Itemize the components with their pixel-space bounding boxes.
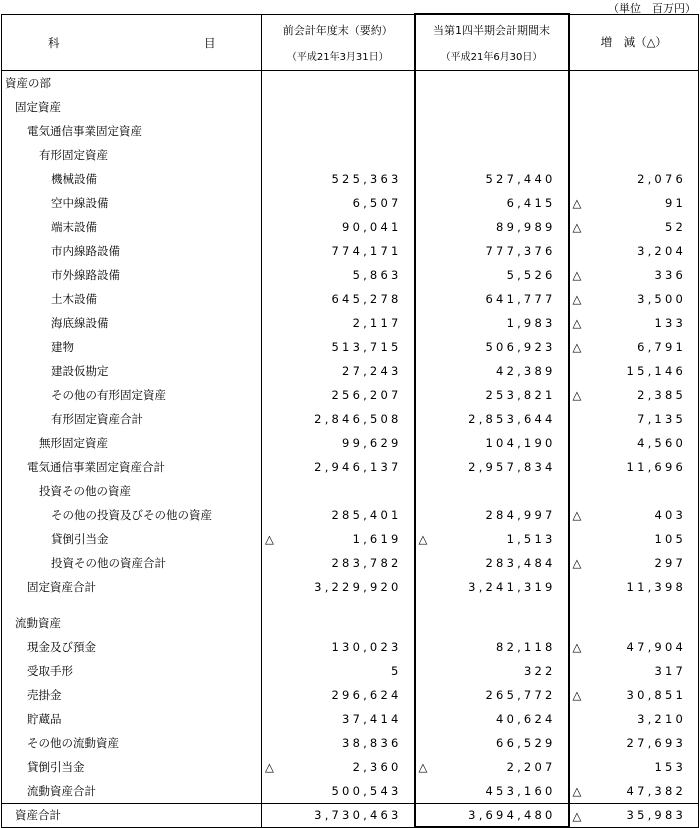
- header-account-char2: 目: [204, 35, 216, 50]
- difference-value: [569, 707, 699, 731]
- amount: 11,398: [626, 580, 686, 594]
- amount: 3,730,463: [314, 808, 402, 823]
- table-row: [2, 335, 699, 359]
- amount: 2,853,644: [468, 412, 556, 426]
- negative-mark: △: [572, 640, 582, 654]
- previous-value: [262, 551, 415, 575]
- row-label: 空中線設備: [2, 191, 262, 215]
- table-row: [2, 551, 699, 575]
- amount: 11,696: [626, 460, 686, 474]
- table-row: [2, 635, 699, 659]
- table-row: [2, 611, 699, 635]
- amount: 40,624: [496, 712, 556, 726]
- amount: 2,385: [637, 388, 686, 402]
- row-label: 市外線路設備: [2, 263, 262, 287]
- negative-mark: △: [572, 292, 582, 306]
- table-row: [2, 731, 699, 755]
- table-row: [2, 407, 699, 431]
- negative-mark: △: [265, 532, 274, 546]
- table-row: [2, 779, 699, 804]
- current-value: [415, 167, 569, 191]
- current-value: [415, 95, 569, 119]
- current-value: [415, 551, 569, 575]
- amount: 2,207: [506, 760, 556, 774]
- difference-value: [569, 779, 699, 804]
- amount: 317: [654, 664, 686, 678]
- amount: 527,440: [485, 172, 556, 186]
- negative-mark: △: [265, 760, 274, 774]
- previous-value: [262, 479, 415, 503]
- amount: 47,382: [626, 784, 686, 798]
- current-value: [415, 239, 569, 263]
- difference-value: [569, 335, 699, 359]
- difference-value: [569, 683, 699, 707]
- table-row: [2, 143, 699, 167]
- amount: 6,507: [352, 196, 402, 210]
- amount: 2,946,137: [314, 460, 402, 474]
- difference-value: [569, 635, 699, 659]
- amount: 15,146: [626, 364, 686, 378]
- amount: 3,241,319: [468, 580, 556, 594]
- amount: 6,415: [506, 196, 556, 210]
- amount: 3,210: [637, 712, 686, 726]
- previous-value: [262, 383, 415, 407]
- row-label: 建物: [2, 335, 262, 359]
- table-row: [2, 455, 699, 479]
- current-value: [415, 71, 569, 96]
- row-label: 貸倒引当金: [2, 755, 262, 779]
- current-value: [415, 311, 569, 335]
- table-row: [2, 311, 699, 335]
- difference-value: [569, 239, 699, 263]
- previous-value: [262, 431, 415, 455]
- negative-mark: △: [418, 760, 428, 774]
- difference-value: [569, 804, 699, 828]
- previous-value: [262, 263, 415, 287]
- current-value: [415, 635, 569, 659]
- amount: 30,851: [626, 688, 686, 702]
- header-account: [2, 14, 262, 71]
- amount: 777,376: [485, 244, 556, 258]
- difference-value: [569, 611, 699, 635]
- amount: 52: [664, 220, 686, 234]
- previous-value: [262, 359, 415, 383]
- row-label: 資産の部: [2, 71, 262, 96]
- row-label: 貸倒引当金: [2, 527, 262, 551]
- negative-mark: △: [572, 220, 582, 234]
- row-label: その他の有形固定資産: [2, 383, 262, 407]
- previous-value: [262, 611, 415, 635]
- table-row: [2, 167, 699, 191]
- difference-value: [569, 527, 699, 551]
- amount: 641,777: [485, 292, 556, 306]
- amount: 5,863: [352, 268, 402, 282]
- negative-mark: △: [572, 388, 582, 402]
- amount: 37,414: [342, 712, 402, 726]
- previous-value: [262, 804, 415, 828]
- current-value: [415, 779, 569, 804]
- current-value: [415, 143, 569, 167]
- row-label: 流動資産合計: [2, 779, 262, 804]
- difference-value: [569, 731, 699, 755]
- unit-note: （単位 百万円）: [608, 2, 696, 15]
- amount: 774,171: [331, 244, 402, 258]
- current-value: [415, 527, 569, 551]
- header-current-date: （平成21年6月30日）: [440, 52, 543, 63]
- difference-value: [569, 215, 699, 239]
- row-label: 有形固定資産合計: [2, 407, 262, 431]
- total-row: [2, 804, 699, 828]
- current-value: [415, 804, 569, 828]
- amount: 7,135: [637, 412, 686, 426]
- previous-value: [262, 287, 415, 311]
- amount: 5,526: [506, 268, 556, 282]
- row-label: 端末設備: [2, 215, 262, 239]
- amount: 47,904: [626, 640, 686, 654]
- row-label: 有形固定資産: [2, 143, 262, 167]
- amount: 3,694,480: [468, 808, 556, 822]
- row-label: 機械設備: [2, 167, 262, 191]
- current-value: [415, 455, 569, 479]
- difference-value: [569, 311, 699, 335]
- row-label: 現金及び預金: [2, 635, 262, 659]
- amount: 153: [654, 760, 686, 774]
- header-row: [2, 14, 699, 71]
- amount: 91: [664, 196, 686, 210]
- previous-value: [262, 575, 415, 599]
- table-row: [2, 95, 699, 119]
- difference-value: [569, 479, 699, 503]
- difference-value: [569, 407, 699, 431]
- amount: 500,543: [331, 784, 402, 798]
- negative-mark: △: [572, 340, 582, 354]
- amount: 35,983: [626, 808, 686, 823]
- previous-value: [262, 683, 415, 707]
- previous-value: [262, 503, 415, 527]
- row-label: 海底線設備: [2, 311, 262, 335]
- current-value: [415, 431, 569, 455]
- row-label: 受取手形: [2, 659, 262, 683]
- previous-value: [262, 215, 415, 239]
- amount: 2,076: [637, 172, 686, 186]
- table-row: [2, 707, 699, 731]
- amount: 256,207: [331, 388, 402, 402]
- amount: 336: [654, 268, 686, 282]
- table-body: [2, 71, 699, 828]
- current-value: [415, 215, 569, 239]
- difference-value: [569, 167, 699, 191]
- row-label: 売掛金: [2, 683, 262, 707]
- amount: 403: [654, 508, 686, 522]
- header-difference: 増 減（△）: [569, 14, 699, 71]
- table-row: [2, 479, 699, 503]
- negative-mark: △: [572, 784, 582, 798]
- amount: 105: [654, 532, 686, 546]
- negative-mark: △: [418, 532, 428, 546]
- negative-mark: △: [572, 508, 582, 522]
- negative-mark: △: [572, 556, 582, 570]
- amount: 265,772: [485, 688, 556, 702]
- previous-value: [262, 191, 415, 215]
- current-value: [415, 659, 569, 683]
- row-label: 資産合計: [2, 804, 262, 828]
- difference-value: [569, 551, 699, 575]
- difference-value: [569, 359, 699, 383]
- row-label: その他の流動資産: [2, 731, 262, 755]
- row-label: その他の投資及びその他の資産: [2, 503, 262, 527]
- current-value: [415, 407, 569, 431]
- amount: 1,513: [506, 532, 556, 546]
- row-label: 投資その他の資産: [2, 479, 262, 503]
- previous-value: [262, 599, 415, 611]
- header-previous: [262, 14, 415, 71]
- amount: 296,624: [331, 688, 402, 702]
- previous-value: [262, 755, 415, 779]
- amount: 1,983: [506, 316, 556, 330]
- amount: 27,243: [342, 364, 402, 378]
- difference-value: [569, 383, 699, 407]
- negative-mark: △: [572, 316, 582, 330]
- amount: 297: [654, 556, 686, 570]
- previous-value: [262, 635, 415, 659]
- amount: 89,989: [496, 220, 556, 234]
- previous-value: [262, 71, 415, 96]
- table-row: [2, 575, 699, 599]
- table-row: [2, 359, 699, 383]
- table-row: [2, 287, 699, 311]
- header-account-char1: 科: [48, 35, 60, 50]
- negative-mark: △: [572, 268, 582, 282]
- amount: 99,629: [342, 436, 402, 450]
- previous-value: [262, 335, 415, 359]
- difference-value: [569, 659, 699, 683]
- current-value: [415, 599, 569, 611]
- amount: 506,923: [485, 340, 556, 354]
- table-row: [2, 239, 699, 263]
- amount: 2,360: [352, 760, 402, 774]
- amount: 2,117: [352, 316, 402, 330]
- amount: 525,363: [331, 172, 402, 186]
- amount: 283,782: [331, 556, 402, 570]
- balance-sheet-table: [1, 13, 699, 828]
- amount: 453,160: [485, 784, 556, 798]
- row-label: 投資その他の資産合計: [2, 551, 262, 575]
- current-value: [415, 731, 569, 755]
- table-row: [2, 119, 699, 143]
- negative-mark: △: [572, 196, 582, 210]
- current-value: [415, 263, 569, 287]
- row-label: 建設仮勘定: [2, 359, 262, 383]
- negative-mark: △: [572, 688, 582, 702]
- row-label: 電気通信事業固定資産合計: [2, 455, 262, 479]
- current-value: [415, 359, 569, 383]
- current-value: [415, 479, 569, 503]
- row-label: 市内線路設備: [2, 239, 262, 263]
- current-value: [415, 287, 569, 311]
- amount: 284,997: [485, 508, 556, 522]
- table-row: [2, 383, 699, 407]
- previous-value: [262, 167, 415, 191]
- amount: 285,401: [331, 508, 402, 522]
- row-label: 無形固定資産: [2, 431, 262, 455]
- table-row: [2, 215, 699, 239]
- row-label: 固定資産合計: [2, 575, 262, 599]
- difference-value: [569, 119, 699, 143]
- amount: 3,204: [637, 244, 686, 258]
- previous-value: [262, 779, 415, 804]
- difference-value: [569, 287, 699, 311]
- current-value: [415, 383, 569, 407]
- difference-value: [569, 575, 699, 599]
- amount: 3,229,920: [314, 580, 402, 594]
- amount: 66,529: [496, 736, 556, 750]
- previous-value: [262, 143, 415, 167]
- row-label: 土木設備: [2, 287, 262, 311]
- amount: 5: [390, 664, 402, 678]
- difference-value: [569, 263, 699, 287]
- difference-value: [569, 431, 699, 455]
- row-label: 流動資産: [2, 611, 262, 635]
- current-value: [415, 335, 569, 359]
- difference-value: [569, 755, 699, 779]
- current-value: [415, 575, 569, 599]
- difference-value: [569, 455, 699, 479]
- previous-value: [262, 455, 415, 479]
- difference-value: [569, 95, 699, 119]
- amount: 1,619: [352, 532, 402, 546]
- current-value: [415, 707, 569, 731]
- amount: 2,846,508: [314, 412, 402, 426]
- table-row: [2, 71, 699, 96]
- row-label: 固定資産: [2, 95, 262, 119]
- amount: 104,190: [485, 436, 556, 450]
- header-current-title: 当第1四半期会計期間末: [433, 24, 550, 37]
- table-row: [2, 659, 699, 683]
- current-value: [415, 683, 569, 707]
- previous-value: [262, 527, 415, 551]
- spacer-row: [2, 599, 699, 611]
- amount: 4,560: [637, 436, 686, 450]
- amount: 513,715: [331, 340, 402, 354]
- difference-value: [569, 599, 699, 611]
- amount: 645,278: [331, 292, 402, 306]
- previous-value: [262, 707, 415, 731]
- difference-value: [569, 503, 699, 527]
- current-value: [415, 191, 569, 215]
- amount: 322: [523, 664, 556, 678]
- table-row: [2, 755, 699, 779]
- amount: 133: [654, 316, 686, 330]
- current-value: [415, 611, 569, 635]
- negative-mark: △: [572, 809, 582, 823]
- current-value: [415, 119, 569, 143]
- previous-value: [262, 239, 415, 263]
- previous-value: [262, 659, 415, 683]
- previous-value: [262, 311, 415, 335]
- table-row: [2, 503, 699, 527]
- amount: 90,041: [342, 220, 402, 234]
- current-value: [415, 755, 569, 779]
- previous-value: [262, 95, 415, 119]
- amount: 6,791: [637, 340, 686, 354]
- header-current: [415, 14, 569, 71]
- previous-value: [262, 119, 415, 143]
- row-label: 電気通信事業固定資産: [2, 119, 262, 143]
- header-previous-date: （平成21年3月31日）: [286, 51, 389, 63]
- difference-value: [569, 191, 699, 215]
- row-label: [2, 599, 262, 611]
- amount: 283,484: [485, 556, 556, 570]
- difference-value: [569, 71, 699, 96]
- current-value: [415, 503, 569, 527]
- amount: 27,693: [626, 736, 686, 750]
- previous-value: [262, 407, 415, 431]
- difference-value: [569, 143, 699, 167]
- row-label: 貯蔵品: [2, 707, 262, 731]
- amount: 253,821: [485, 388, 556, 402]
- table-row: [2, 527, 699, 551]
- table-row: [2, 263, 699, 287]
- amount: 3,500: [637, 292, 686, 306]
- amount: 130,023: [331, 640, 402, 654]
- header-previous-title: 前会計年度末（要約）: [282, 23, 393, 37]
- table-row: [2, 431, 699, 455]
- amount: 82,118: [496, 640, 556, 654]
- amount: 38,836: [342, 736, 402, 750]
- amount: 2,957,834: [468, 460, 556, 474]
- amount: 42,389: [496, 364, 556, 378]
- previous-value: [262, 731, 415, 755]
- table-row: [2, 683, 699, 707]
- table-row: [2, 191, 699, 215]
